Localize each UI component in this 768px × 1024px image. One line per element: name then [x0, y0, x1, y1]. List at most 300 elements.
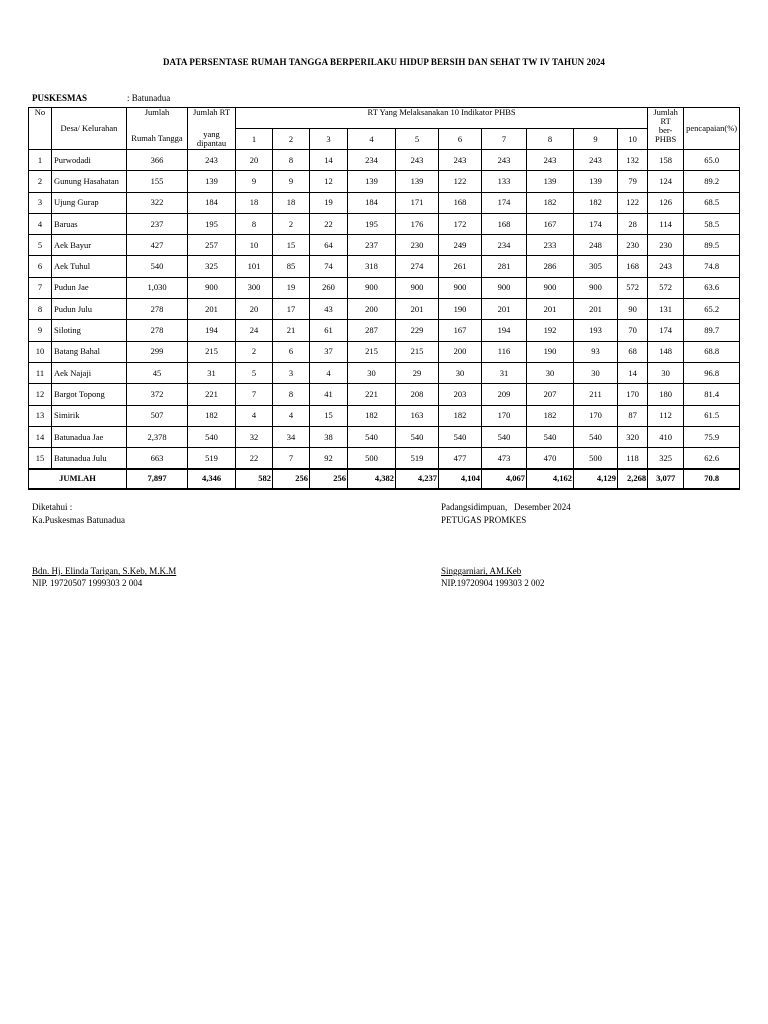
row-jumlah-rumah-tangga: 299: [127, 341, 188, 362]
row-indicator-9: 540: [574, 426, 618, 447]
row-pencapaian: 65.0: [684, 150, 740, 171]
total-indicator-1: 582: [236, 469, 273, 489]
row-indicator-9: 248: [574, 235, 618, 256]
row-desa: Baruas: [52, 213, 127, 234]
row-jumlah-rumah-tangga: 540: [127, 256, 188, 277]
row-pencapaian: 75.9: [684, 426, 740, 447]
row-indicator-5: 201: [396, 299, 439, 320]
header-row-1: [29, 108, 740, 129]
total-jumlah-dipantau: 4,346: [188, 469, 236, 489]
row-indicator-3: 12: [310, 171, 348, 192]
row-indicator-10: 122: [618, 192, 648, 213]
row-jumlah-dipantau: 182: [188, 405, 236, 426]
row-indicator-8: 900: [527, 277, 574, 298]
row-indicator-3: 64: [310, 235, 348, 256]
row-no: 2: [29, 171, 52, 192]
row-indicator-8: 243: [527, 150, 574, 171]
total-indicator-7: 4,067: [482, 469, 527, 489]
row-indicator-1: 18: [236, 192, 273, 213]
row-indicator-10: 90: [618, 299, 648, 320]
row-indicator-1: 24: [236, 320, 273, 341]
row-no: 4: [29, 213, 52, 234]
row-jumlah-phbs: 572: [648, 277, 684, 298]
row-indicator-9: 211: [574, 384, 618, 405]
row-jumlah-dipantau: 201: [188, 299, 236, 320]
row-indicator-6: 243: [439, 150, 482, 171]
row-indicator-4: 221: [348, 384, 396, 405]
row-indicator-10: 70: [618, 320, 648, 341]
row-jumlah-phbs: 126: [648, 192, 684, 213]
row-no: 5: [29, 235, 52, 256]
row-indicator-1: 5: [236, 362, 273, 383]
header-indicator-7: 7: [482, 129, 527, 150]
header-no: No: [29, 108, 52, 150]
header-pencapaian: pencapaian(%): [684, 108, 740, 150]
row-indicator-9: 900: [574, 277, 618, 298]
row-indicator-1: 9: [236, 171, 273, 192]
row-pencapaian: 65.2: [684, 299, 740, 320]
row-indicator-4: 200: [348, 299, 396, 320]
row-indicator-5: 139: [396, 171, 439, 192]
row-indicator-6: 30: [439, 362, 482, 383]
row-indicator-9: 193: [574, 320, 618, 341]
table-row: [29, 405, 740, 426]
row-indicator-6: 900: [439, 277, 482, 298]
row-indicator-7: 900: [482, 277, 527, 298]
header-indicator-5: 5: [396, 129, 439, 150]
row-indicator-6: 172: [439, 213, 482, 234]
row-indicator-8: 139: [527, 171, 574, 192]
row-jumlah-phbs: 230: [648, 235, 684, 256]
row-indicator-1: 20: [236, 150, 273, 171]
row-indicator-10: 14: [618, 362, 648, 383]
row-indicator-1: 300: [236, 277, 273, 298]
row-no: 14: [29, 426, 52, 447]
header-rt-line2: yang dipantau: [188, 129, 236, 150]
row-indicator-9: 182: [574, 192, 618, 213]
row-indicator-1: 4: [236, 405, 273, 426]
row-indicator-5: 171: [396, 192, 439, 213]
table-row: [29, 448, 740, 469]
header-row-2: [29, 129, 740, 150]
row-indicator-9: 243: [574, 150, 618, 171]
row-indicator-3: 15: [310, 405, 348, 426]
row-jumlah-phbs: 410: [648, 426, 684, 447]
row-indicator-2: 2: [273, 213, 310, 234]
header-indicator-1: 1: [236, 129, 273, 150]
row-pencapaian: 62.6: [684, 448, 740, 469]
header-indicator-10: 10: [618, 129, 648, 150]
row-indicator-7: 194: [482, 320, 527, 341]
row-jumlah-rumah-tangga: 45: [127, 362, 188, 383]
row-jumlah-rumah-tangga: 372: [127, 384, 188, 405]
phbs-table: [28, 107, 740, 490]
row-indicator-8: 182: [527, 192, 574, 213]
total-indicator-2: 256: [273, 469, 310, 489]
row-pencapaian: 96.8: [684, 362, 740, 383]
row-jumlah-phbs: 174: [648, 320, 684, 341]
row-indicator-3: 74: [310, 256, 348, 277]
row-indicator-5: 176: [396, 213, 439, 234]
row-indicator-8: 192: [527, 320, 574, 341]
row-no: 10: [29, 341, 52, 362]
row-no: 8: [29, 299, 52, 320]
row-jumlah-rumah-tangga: 278: [127, 320, 188, 341]
row-indicator-10: 132: [618, 150, 648, 171]
row-indicator-3: 41: [310, 384, 348, 405]
row-indicator-6: 122: [439, 171, 482, 192]
row-indicator-7: 174: [482, 192, 527, 213]
row-desa: Aek Najaji: [52, 362, 127, 383]
row-indicator-4: 234: [348, 150, 396, 171]
header-jumlah-line2: Rumah Tangga: [127, 129, 188, 150]
row-jumlah-rumah-tangga: 237: [127, 213, 188, 234]
row-indicator-2: 34: [273, 426, 310, 447]
row-pencapaian: 89.2: [684, 171, 740, 192]
row-indicator-1: 22: [236, 448, 273, 469]
total-indicator-9: 4,129: [574, 469, 618, 489]
footer-left-name: Bdn. Hj. Elinda Tarigan, S.Keb, M.K.M: [32, 566, 177, 576]
row-indicator-3: 37: [310, 341, 348, 362]
row-indicator-4: 139: [348, 171, 396, 192]
row-indicator-8: 207: [527, 384, 574, 405]
row-indicator-2: 4: [273, 405, 310, 426]
row-indicator-10: 68: [618, 341, 648, 362]
row-no: 7: [29, 277, 52, 298]
row-jumlah-rumah-tangga: 663: [127, 448, 188, 469]
row-indicator-5: 519: [396, 448, 439, 469]
row-desa: Pudun Julu: [52, 299, 127, 320]
row-jumlah-rumah-tangga: 278: [127, 299, 188, 320]
row-indicator-9: 201: [574, 299, 618, 320]
row-indicator-6: 182: [439, 405, 482, 426]
row-pencapaian: 58.5: [684, 213, 740, 234]
row-indicator-10: 572: [618, 277, 648, 298]
row-desa: Purwodadi: [52, 150, 127, 171]
header-jumlah-line1: Jumlah: [127, 108, 188, 129]
total-indicator-8: 4,162: [527, 469, 574, 489]
footer-right-name: Singgarniari, AM.Keb: [441, 566, 522, 576]
row-indicator-1: 32: [236, 426, 273, 447]
total-indicator-5: 4,237: [396, 469, 439, 489]
footer-left-line1: Diketahui :: [32, 502, 73, 512]
row-jumlah-phbs: 148: [648, 341, 684, 362]
row-indicator-7: 243: [482, 150, 527, 171]
row-desa: Batunadua Jae: [52, 426, 127, 447]
row-indicator-7: 201: [482, 299, 527, 320]
total-indicator-6: 4,104: [439, 469, 482, 489]
row-jumlah-rumah-tangga: 322: [127, 192, 188, 213]
table-row: [29, 341, 740, 362]
row-indicator-6: 261: [439, 256, 482, 277]
row-indicator-2: 21: [273, 320, 310, 341]
table-row: [29, 299, 740, 320]
row-jumlah-dipantau: 257: [188, 235, 236, 256]
row-indicator-2: 3: [273, 362, 310, 383]
row-indicator-5: 163: [396, 405, 439, 426]
total-row: [29, 469, 740, 489]
header-indicator-4: 4: [348, 129, 396, 150]
row-jumlah-dipantau: 194: [188, 320, 236, 341]
table-row: [29, 320, 740, 341]
header-indicator-9: 9: [574, 129, 618, 150]
row-indicator-9: 170: [574, 405, 618, 426]
puskesmas-label: PUSKESMAS: [32, 93, 88, 103]
row-indicator-9: 93: [574, 341, 618, 362]
row-jumlah-rumah-tangga: 155: [127, 171, 188, 192]
table-row: [29, 213, 740, 234]
row-indicator-7: 234: [482, 235, 527, 256]
row-indicator-5: 900: [396, 277, 439, 298]
row-indicator-7: 31: [482, 362, 527, 383]
row-jumlah-dipantau: 540: [188, 426, 236, 447]
row-indicator-7: 133: [482, 171, 527, 192]
header-phbs-line1: Jumlah RT: [653, 107, 678, 126]
header-indicator-8: 8: [527, 129, 574, 150]
row-indicator-10: 28: [618, 213, 648, 234]
row-indicator-5: 215: [396, 341, 439, 362]
row-desa: Siloting: [52, 320, 127, 341]
row-pencapaian: 63.6: [684, 277, 740, 298]
row-indicator-2: 7: [273, 448, 310, 469]
row-no: 12: [29, 384, 52, 405]
row-indicator-2: 9: [273, 171, 310, 192]
table-row: [29, 256, 740, 277]
row-jumlah-dipantau: 221: [188, 384, 236, 405]
footer-left-line2: Ka.Puskesmas Batunadua: [32, 515, 125, 525]
row-indicator-8: 233: [527, 235, 574, 256]
row-jumlah-phbs: 325: [648, 448, 684, 469]
row-jumlah-rumah-tangga: 507: [127, 405, 188, 426]
row-indicator-4: 182: [348, 405, 396, 426]
row-indicator-4: 287: [348, 320, 396, 341]
row-desa: Aek Tuhul: [52, 256, 127, 277]
row-indicator-4: 195: [348, 213, 396, 234]
footer-right-line2: PETUGAS PROMKES: [441, 515, 527, 525]
document-title: DATA PERSENTASE RUMAH TANGGA BERPERILAKU HIDUP BERSIH DAN SEHAT TW IV TAHUN 2024: [162, 57, 606, 67]
row-no: 3: [29, 192, 52, 213]
row-indicator-3: 61: [310, 320, 348, 341]
header-rt-line1: Jumlah RT: [188, 108, 236, 129]
row-indicator-2: 15: [273, 235, 310, 256]
row-indicator-1: 20: [236, 299, 273, 320]
row-indicator-3: 22: [310, 213, 348, 234]
row-desa: Simirik: [52, 405, 127, 426]
total-jumlah-rumah-tangga: 7,897: [127, 469, 188, 489]
row-desa: Ujung Gurap: [52, 192, 127, 213]
row-indicator-4: 540: [348, 426, 396, 447]
total-indicator-4: 4,382: [348, 469, 396, 489]
total-indicator-3: 256: [310, 469, 348, 489]
row-pencapaian: 68.8: [684, 341, 740, 362]
row-indicator-10: 79: [618, 171, 648, 192]
row-jumlah-dipantau: 519: [188, 448, 236, 469]
table-row: [29, 426, 740, 447]
row-indicator-5: 243: [396, 150, 439, 171]
row-desa: Aek Bayur: [52, 235, 127, 256]
row-indicator-1: 7: [236, 384, 273, 405]
row-indicator-8: 540: [527, 426, 574, 447]
row-indicator-3: 260: [310, 277, 348, 298]
table-row: [29, 150, 740, 171]
row-indicator-7: 116: [482, 341, 527, 362]
table-row: [29, 192, 740, 213]
row-indicator-6: 190: [439, 299, 482, 320]
row-indicator-8: 470: [527, 448, 574, 469]
row-indicator-1: 101: [236, 256, 273, 277]
row-indicator-6: 167: [439, 320, 482, 341]
row-indicator-7: 168: [482, 213, 527, 234]
row-jumlah-phbs: 30: [648, 362, 684, 383]
row-indicator-2: 85: [273, 256, 310, 277]
row-desa: Pudun Jae: [52, 277, 127, 298]
row-indicator-8: 201: [527, 299, 574, 320]
row-pencapaian: 68.5: [684, 192, 740, 213]
table-row: [29, 384, 740, 405]
row-indicator-1: 8: [236, 213, 273, 234]
row-indicator-2: 17: [273, 299, 310, 320]
row-indicator-6: 203: [439, 384, 482, 405]
row-indicator-2: 8: [273, 150, 310, 171]
row-indicator-2: 19: [273, 277, 310, 298]
row-indicator-6: 540: [439, 426, 482, 447]
row-jumlah-dipantau: 139: [188, 171, 236, 192]
total-label: JUMLAH: [29, 469, 127, 489]
row-indicator-8: 167: [527, 213, 574, 234]
row-jumlah-phbs: 114: [648, 213, 684, 234]
row-no: 1: [29, 150, 52, 171]
row-jumlah-phbs: 124: [648, 171, 684, 192]
row-indicator-3: 92: [310, 448, 348, 469]
row-jumlah-phbs: 158: [648, 150, 684, 171]
row-jumlah-dipantau: 243: [188, 150, 236, 171]
header-indicator-6: 6: [439, 129, 482, 150]
row-indicator-6: 249: [439, 235, 482, 256]
row-indicator-9: 174: [574, 213, 618, 234]
footer-left-nip: NIP. 19720507 1999303 2 004: [32, 578, 143, 588]
row-indicator-6: 200: [439, 341, 482, 362]
row-indicator-9: 500: [574, 448, 618, 469]
row-indicator-4: 318: [348, 256, 396, 277]
row-indicator-10: 168: [618, 256, 648, 277]
row-indicator-10: 87: [618, 405, 648, 426]
row-no: 15: [29, 448, 52, 469]
header-indicator-2: 2: [273, 129, 310, 150]
row-indicator-5: 540: [396, 426, 439, 447]
row-indicator-10: 170: [618, 384, 648, 405]
row-jumlah-dipantau: 195: [188, 213, 236, 234]
row-indicator-9: 30: [574, 362, 618, 383]
row-indicator-9: 139: [574, 171, 618, 192]
total-indicator-10: 2,268: [618, 469, 648, 489]
row-indicator-7: 473: [482, 448, 527, 469]
row-jumlah-phbs: 243: [648, 256, 684, 277]
row-indicator-3: 43: [310, 299, 348, 320]
row-indicator-7: 281: [482, 256, 527, 277]
row-pencapaian: 81.4: [684, 384, 740, 405]
footer-right-nip: NIP.19720904 199303 2 002: [441, 578, 545, 588]
row-jumlah-phbs: 112: [648, 405, 684, 426]
row-indicator-6: 477: [439, 448, 482, 469]
row-pencapaian: 74.8: [684, 256, 740, 277]
row-indicator-5: 274: [396, 256, 439, 277]
puskesmas-value: : Batunadua: [127, 93, 171, 103]
table-row: [29, 277, 740, 298]
row-indicator-1: 2: [236, 341, 273, 362]
row-indicator-5: 229: [396, 320, 439, 341]
row-indicator-8: 182: [527, 405, 574, 426]
row-indicator-8: 30: [527, 362, 574, 383]
row-jumlah-dipantau: 184: [188, 192, 236, 213]
row-pencapaian: 61.5: [684, 405, 740, 426]
table-row: [29, 235, 740, 256]
row-jumlah-dipantau: 900: [188, 277, 236, 298]
row-indicator-2: 18: [273, 192, 310, 213]
total-jumlah-phbs: 3,077: [648, 469, 684, 489]
row-no: 13: [29, 405, 52, 426]
row-indicator-5: 230: [396, 235, 439, 256]
row-desa: Gunung Hasahatan: [52, 171, 127, 192]
row-pencapaian: 89.7: [684, 320, 740, 341]
header-phbs: [648, 108, 684, 150]
row-jumlah-rumah-tangga: 2,378: [127, 426, 188, 447]
row-desa: Batang Bahal: [52, 341, 127, 362]
row-indicator-8: 286: [527, 256, 574, 277]
header-phbs-line2: ber-PHBS: [655, 124, 677, 144]
row-desa: Batunadua Julu: [52, 448, 127, 469]
row-indicator-4: 500: [348, 448, 396, 469]
footer-right-line1: Padangsidimpuan, Desember 2024: [441, 502, 571, 512]
row-no: 11: [29, 362, 52, 383]
header-desa: Desa/ Kelurahan: [52, 108, 127, 150]
row-indicator-4: 184: [348, 192, 396, 213]
row-jumlah-rumah-tangga: 427: [127, 235, 188, 256]
row-pencapaian: 89.5: [684, 235, 740, 256]
row-indicator-3: 19: [310, 192, 348, 213]
row-indicator-10: 230: [618, 235, 648, 256]
row-indicator-6: 168: [439, 192, 482, 213]
row-indicator-4: 30: [348, 362, 396, 383]
row-jumlah-rumah-tangga: 1,030: [127, 277, 188, 298]
row-jumlah-phbs: 180: [648, 384, 684, 405]
row-jumlah-dipantau: 31: [188, 362, 236, 383]
row-indicator-4: 215: [348, 341, 396, 362]
row-indicator-1: 10: [236, 235, 273, 256]
row-indicator-7: 209: [482, 384, 527, 405]
row-indicator-3: 14: [310, 150, 348, 171]
row-indicator-10: 118: [618, 448, 648, 469]
row-jumlah-dipantau: 325: [188, 256, 236, 277]
row-indicator-3: 4: [310, 362, 348, 383]
row-jumlah-dipantau: 215: [188, 341, 236, 362]
row-indicator-9: 305: [574, 256, 618, 277]
table-row: [29, 171, 740, 192]
table-row: [29, 362, 740, 383]
row-indicator-3: 38: [310, 426, 348, 447]
row-no: 9: [29, 320, 52, 341]
header-indicator-3: 3: [310, 129, 348, 150]
row-indicator-5: 208: [396, 384, 439, 405]
row-jumlah-phbs: 131: [648, 299, 684, 320]
row-indicator-4: 237: [348, 235, 396, 256]
row-desa: Bargot Topong: [52, 384, 127, 405]
row-no: 6: [29, 256, 52, 277]
row-indicator-2: 8: [273, 384, 310, 405]
row-indicator-7: 170: [482, 405, 527, 426]
total-pencapaian: 70.8: [684, 469, 740, 489]
row-jumlah-rumah-tangga: 366: [127, 150, 188, 171]
row-indicator-5: 29: [396, 362, 439, 383]
